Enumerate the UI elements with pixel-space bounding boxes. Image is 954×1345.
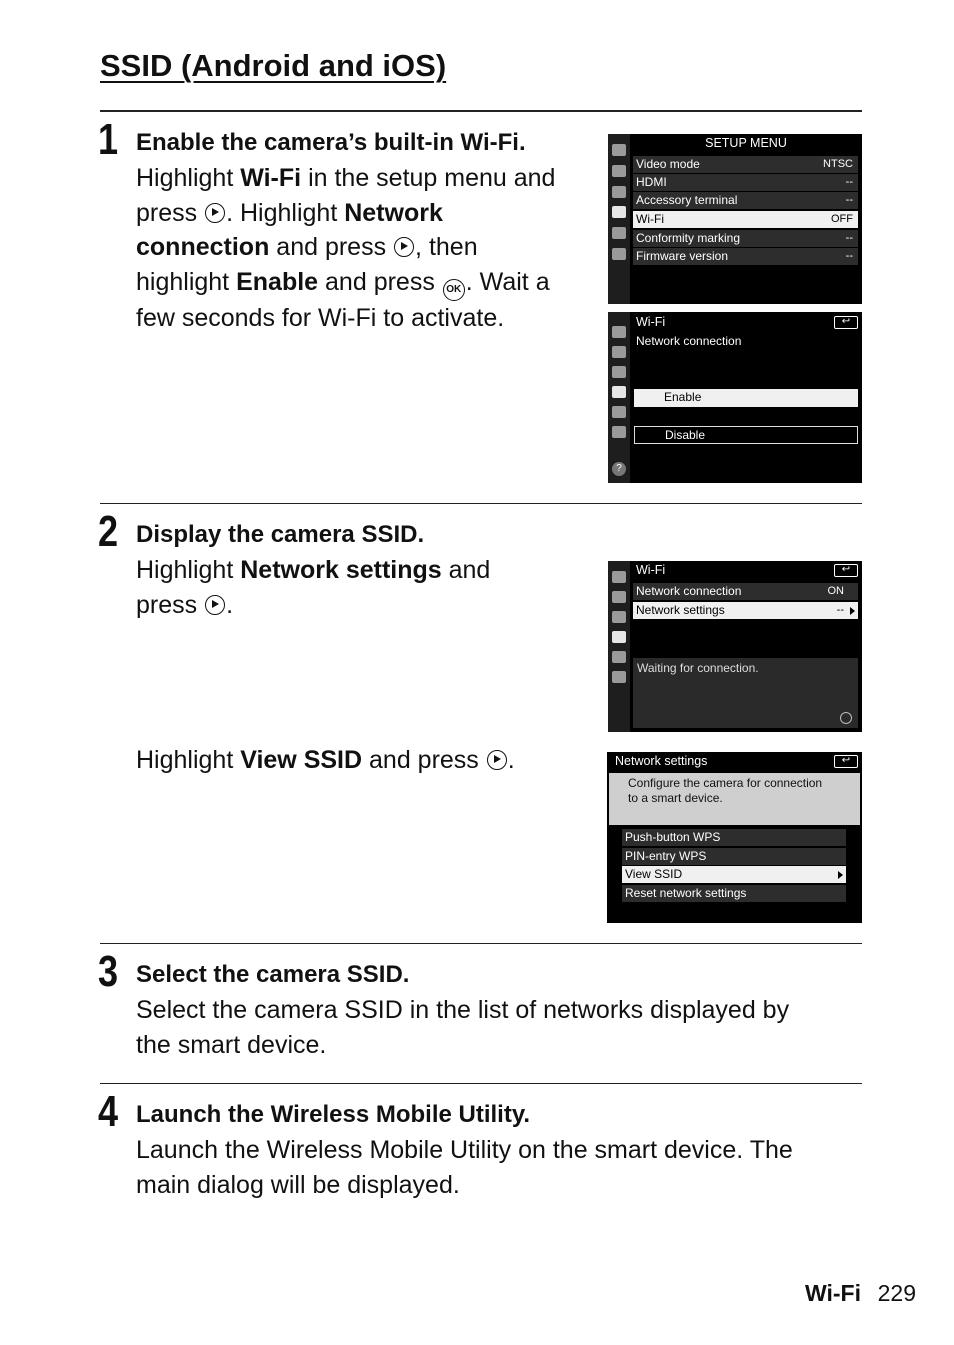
step-number: 2 — [98, 507, 119, 556]
option-disable: Disable — [634, 426, 858, 444]
retouch-tab-icon — [612, 406, 626, 418]
camera-tab-icon — [612, 165, 626, 177]
my-menu-tab-icon — [612, 426, 626, 438]
submenu-title: Network connection — [636, 334, 742, 348]
wifi-enable-screen — [608, 312, 862, 483]
multi-selector-right-icon — [487, 750, 507, 770]
step-divider — [100, 110, 862, 112]
step-title: Enable the camera’s built-in Wi-Fi. — [136, 129, 526, 156]
menu-row: Accessory terminal -- — [633, 192, 858, 209]
back-icon: ↩ — [834, 564, 858, 577]
wrench-tab-icon — [612, 631, 626, 643]
page-heading: SSID (Android and iOS) — [100, 48, 447, 83]
setup-menu-screen — [608, 134, 862, 304]
arrow-right-icon — [838, 871, 843, 879]
menu-row: HDMI -- — [633, 174, 858, 191]
step-title: Display the camera SSID. — [136, 521, 425, 548]
step-number: 1 — [98, 115, 119, 164]
multi-selector-right-icon — [394, 237, 414, 257]
step-title: Launch the Wireless Mobile Utility. — [136, 1101, 531, 1128]
retouch-tab-icon — [612, 651, 626, 663]
step-instructions: Highlight Network settings and press . — [136, 556, 491, 619]
menu-row-selected: Wi-Fi OFF — [633, 211, 858, 228]
description-panel: Configure the camera for connection to a smart device. — [609, 773, 860, 825]
step-instructions: Launch the Wireless Mobile Utility on the smart device. The main dialog will be displayed. — [136, 1136, 793, 1199]
pencil-tab-icon — [612, 366, 626, 378]
wrench-tab-icon — [612, 206, 626, 218]
status-panel: Waiting for connection. — [633, 658, 858, 728]
back-icon: ↩ — [834, 755, 858, 768]
camera-tab-icon — [612, 346, 626, 358]
menu-row: Network connection ON — [633, 583, 858, 600]
step-instructions: Select the camera SSID in the list of networks displayed by the smart device. — [136, 996, 790, 1059]
my-menu-tab-icon — [612, 248, 626, 260]
page-number: 229 — [877, 1280, 916, 1306]
arrow-right-icon — [850, 607, 855, 615]
playback-tab-icon — [612, 326, 626, 338]
step-instructions: Highlight View SSID and press . — [136, 746, 515, 774]
retouch-tab-icon — [612, 227, 626, 239]
menu-row: Firmware version -- — [633, 248, 858, 265]
pencil-tab-icon — [612, 186, 626, 198]
help-icon: ? — [612, 462, 626, 476]
ok-button-icon: OK — [443, 279, 465, 301]
multi-selector-right-icon — [205, 203, 225, 223]
back-icon: ↩ — [834, 316, 858, 329]
menu-row: PIN-entry WPS — [622, 848, 846, 865]
menu-tab-bar — [608, 561, 630, 732]
menu-title: Wi-Fi — [636, 563, 666, 577]
step-instructions: Highlight Wi-Fi in the setup menu and press . Highlight Network connection and press , then highlight Enable and press OK . Wait a few seconds for Wi-Fi to activate. — [136, 164, 556, 332]
step-divider — [100, 503, 862, 504]
menu-tab-bar — [608, 134, 630, 304]
wifi-signal-icon — [840, 712, 852, 724]
menu-title: Network settings — [615, 754, 708, 768]
footer-section: Wi-Fi — [805, 1280, 861, 1306]
network-settings-screen — [607, 752, 862, 923]
menu-row: Push-button WPS — [622, 829, 846, 846]
camera-tab-icon — [612, 591, 626, 603]
menu-row: Conformity marking -- — [633, 230, 858, 247]
step-divider — [100, 1083, 862, 1084]
option-enable: Enable — [634, 389, 858, 407]
wifi-settings-screen — [608, 561, 862, 732]
menu-row: Reset network settings — [622, 885, 846, 902]
my-menu-tab-icon — [612, 671, 626, 683]
menu-row-selected: Network settings -- — [633, 602, 858, 619]
menu-row: Video mode NTSC — [633, 156, 858, 173]
step-number: 3 — [98, 947, 119, 996]
pencil-tab-icon — [612, 611, 626, 623]
wrench-tab-icon — [612, 386, 626, 398]
multi-selector-right-icon — [205, 595, 225, 615]
menu-tab-bar — [608, 312, 630, 483]
menu-row-selected: View SSID — [622, 866, 846, 883]
step-title: Select the camera SSID. — [136, 961, 410, 988]
menu-title: SETUP MENU — [705, 136, 787, 150]
playback-tab-icon — [612, 571, 626, 583]
step-number: 4 — [98, 1087, 119, 1136]
menu-title: Wi-Fi — [636, 315, 666, 329]
step-divider — [100, 943, 862, 944]
